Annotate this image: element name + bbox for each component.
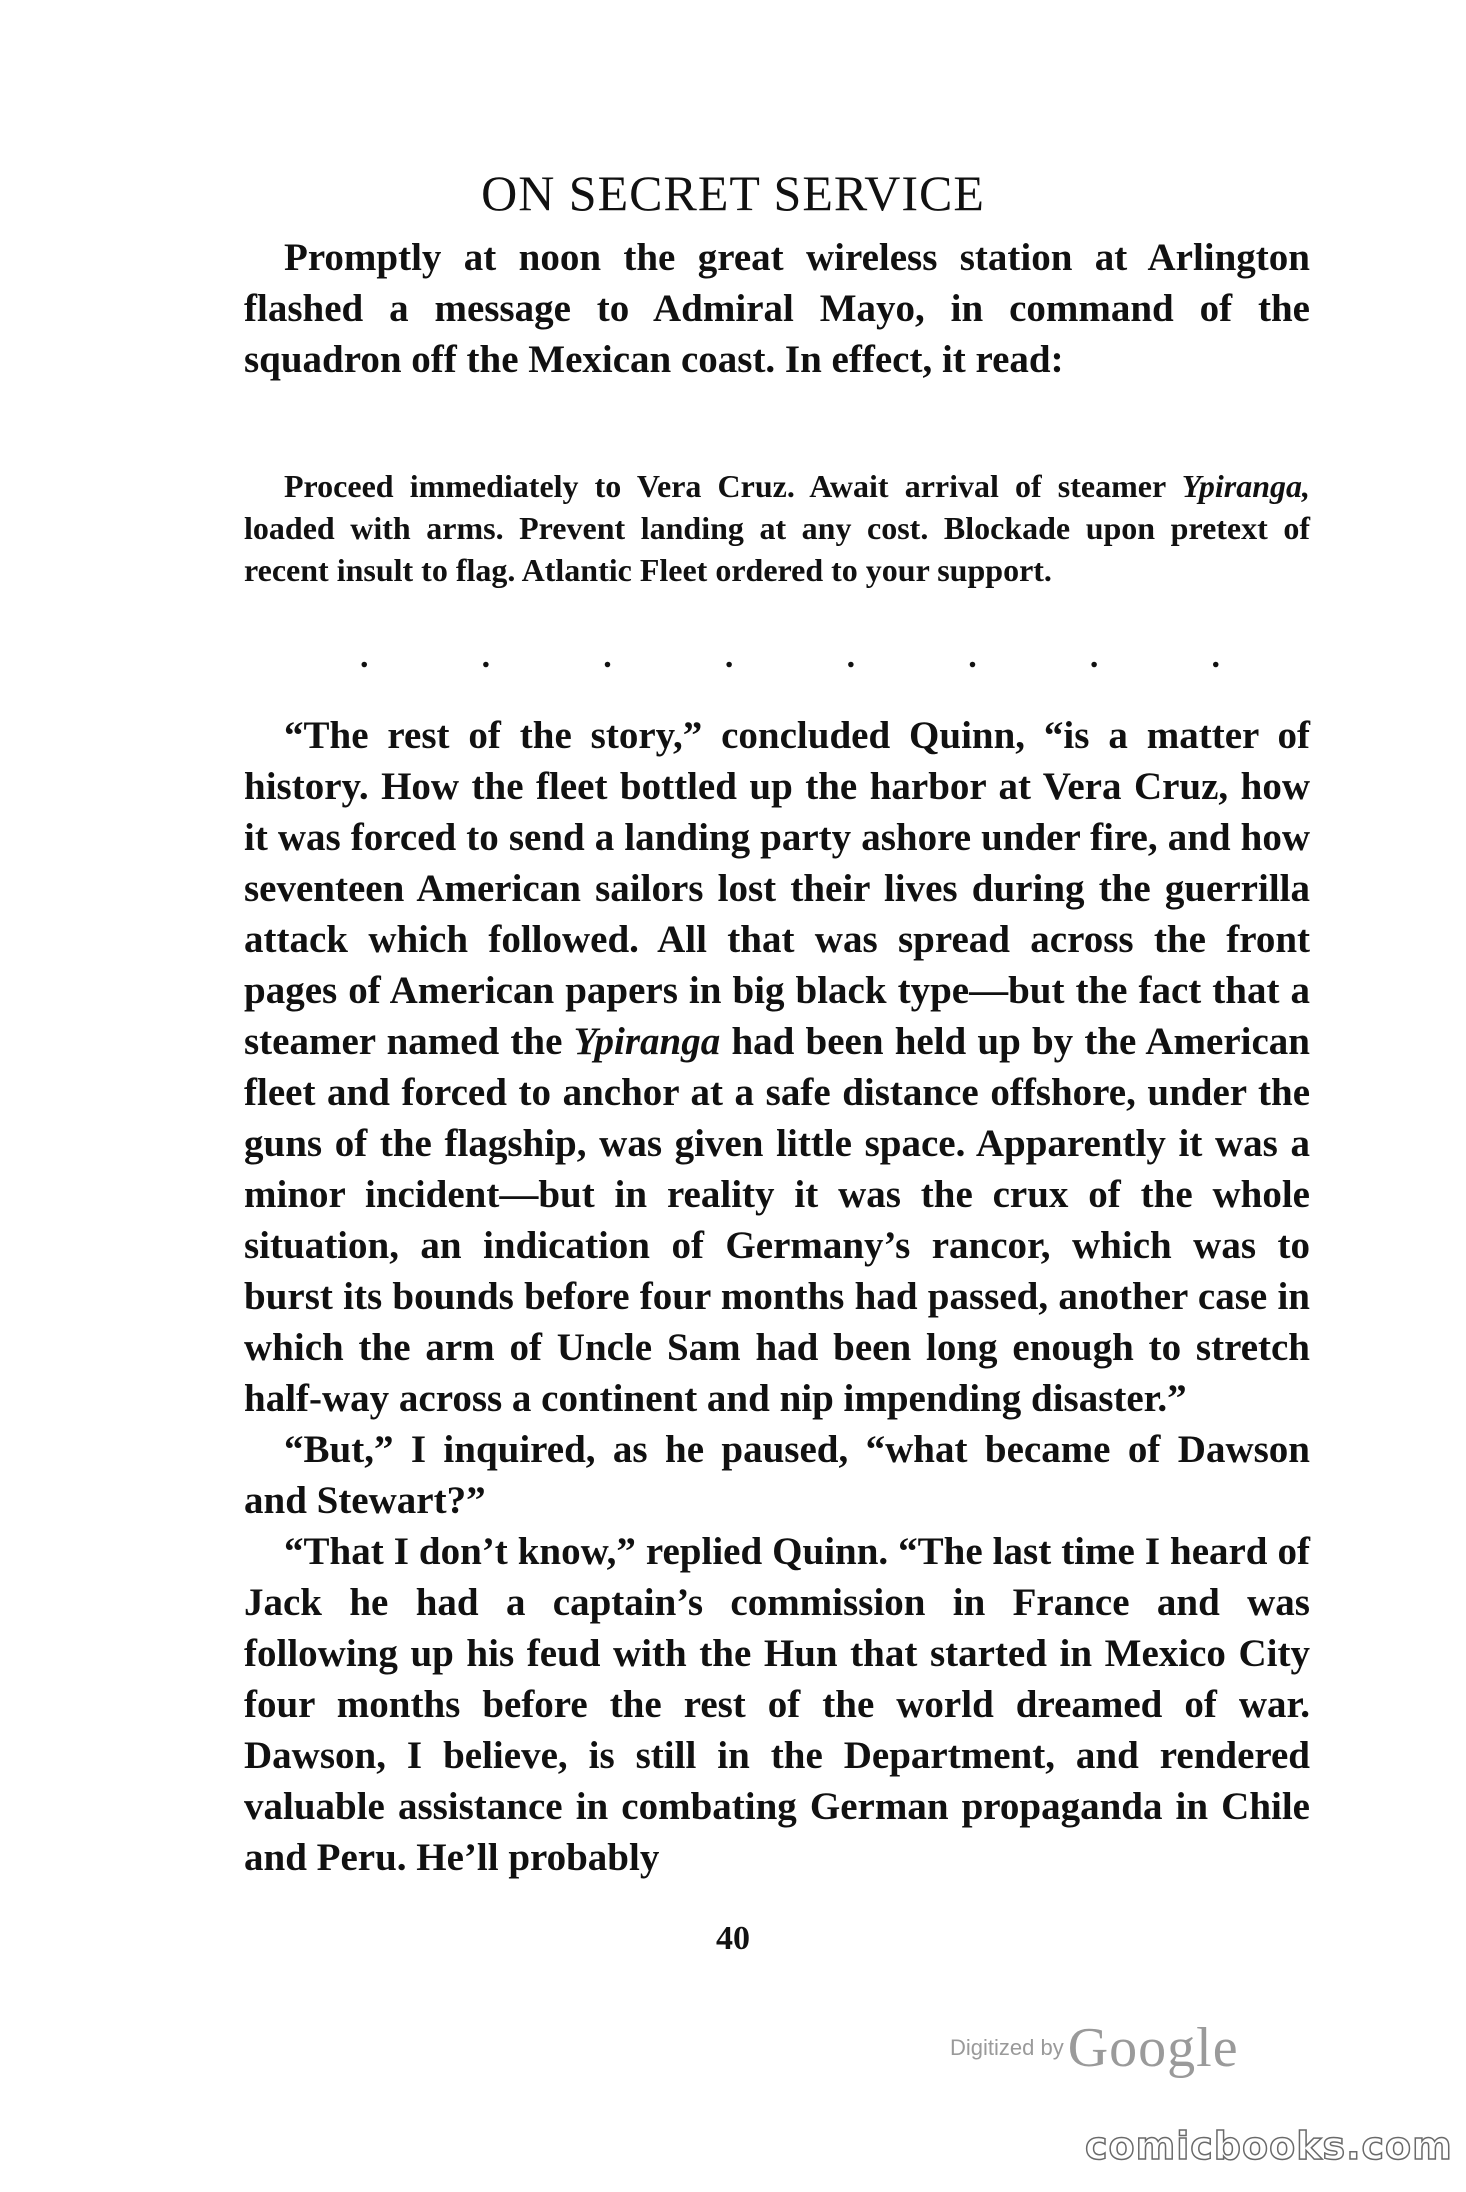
paragraph-quinn-history (244, 710, 1310, 1424)
para1-part2: had been held up by the American fleet and forced to anchor at a safe distance offshore, under the guns of the flagship, was given little space. Apparently it was a minor incident—but in reality it was the crux of the whole situation, an indication of Germany’s rancor, which was to burst its bounds before four months had passed, another case in which the arm of Uncle Sam had been long enough to stretch half-way across a continent and nip impending disaster.” (244, 1020, 1310, 1420)
main-text (244, 710, 1310, 1883)
para1-part1: “The rest of the story,” concluded Quinn, “is a matter of history. How the fleet bottled up the harbor at Vera Cruz, how it was forced to send a landing party ashore under fire, and how seventeen American sailors lost their lives during the guerrilla attack which followed. All that was spread across the front pages of American papers in big black type—but the fact that a steamer named the (244, 714, 1310, 1063)
wireless-dispatch (244, 465, 1310, 591)
ellipsis-dot: . (603, 638, 612, 675)
google-logo-text: Google (1067, 2017, 1239, 2079)
ellipsis-dot: . (360, 638, 369, 675)
site-watermark: comicbooks.com (1085, 2124, 1453, 2168)
digitized-by-label: Digitized by (950, 2035, 1064, 2060)
intro-paragraph (244, 232, 1310, 385)
ellipsis-dot: . (481, 638, 491, 675)
page-number: 40 (716, 1920, 750, 1957)
ellipsis-divider (360, 638, 1220, 676)
ellipsis-dot: . (1211, 638, 1220, 675)
running-head: ON SECRET SERVICE (481, 165, 985, 221)
paragraph-inquiry: “But,” I inquired, as he paused, “what became of Dawson and Stewart?” (244, 1428, 1310, 1522)
dispatch-part1: Proceed immediately to Vera Cruz. Await arrival of steamer (284, 468, 1182, 504)
digitized-by-google-mark (950, 2016, 1239, 2080)
dispatch-part2: loaded with arms. Prevent landing at any cost. Blockade upon pretext of recent insult to flag. Atlantic Fleet ordered to your support. (244, 510, 1310, 588)
para1-ship-name: Ypiranga (573, 1020, 721, 1063)
ellipsis-dot: . (846, 638, 856, 675)
ellipsis-dot: . (968, 638, 977, 675)
dispatch-ship-name: Ypiranga, (1181, 468, 1310, 504)
ellipsis-dot: . (724, 638, 734, 675)
ellipsis-dot: . (1089, 638, 1099, 675)
dispatch-text (244, 465, 1310, 591)
intro-text: Promptly at noon the great wireless station at Arlington flashed a message to Admiral Mayo, in command of the squadron off the Mexican coast. In effect, it read: (244, 236, 1310, 381)
paragraph-reply: “That I don’t know,” replied Quinn. “The last time I heard of Jack he had a captain’s commission in France and was following up his feud with the Hun that started in Mexico City four months before the rest of the world dreamed of war. Dawson, I believe, is still in the Department, and rendered valuable assistance in combating German propaganda in Chile and Peru. He’ll probably (244, 1530, 1310, 1879)
